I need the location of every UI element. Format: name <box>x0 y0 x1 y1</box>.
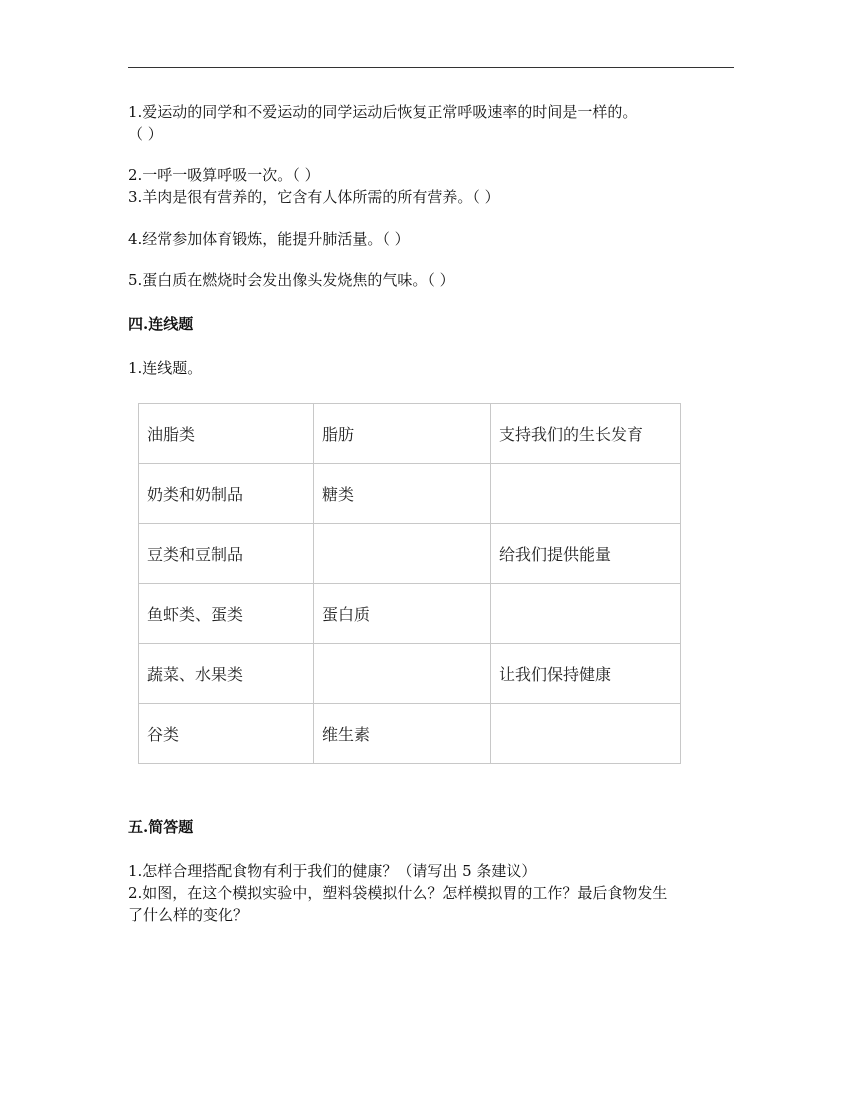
judgment-q2: 2.一呼一吸算呼吸一次。（ ） <box>128 166 320 184</box>
judgment-q1-line1: 1.爱运动的同学和不爱运动的同学运动后恢复正常呼吸速率的时间是一样的。 <box>128 103 638 121</box>
matching-table <box>138 403 681 764</box>
judgment-q3: 3.羊肉是很有营养的，它含有人体所需的所有营养。（ ） <box>128 188 500 206</box>
judgment-q5: 5.蛋白质在燃烧时会发出像头发烧焦的气味。（ ） <box>128 271 455 289</box>
table-cell: 糖类 <box>314 464 491 524</box>
table-cell: 蔬菜、水果类 <box>139 644 314 704</box>
table-cell: 鱼虾类、蛋类 <box>139 584 314 644</box>
judgment-q1-line2: （ ） <box>128 125 163 143</box>
section-4-q1: 1.连线题。 <box>128 359 203 377</box>
table-cell <box>314 644 491 704</box>
table-cell: 给我们提供能量 <box>491 524 681 584</box>
table-cell: 维生素 <box>314 704 491 764</box>
section-4-heading: 四.连线题 <box>128 315 194 333</box>
table-row <box>139 404 681 464</box>
section-5-q2-line2: 了什么样的变化？ <box>128 906 249 924</box>
table-row <box>139 584 681 644</box>
section-5-q2-line1: 2.如图，在这个模拟实验中，塑料袋模拟什么？怎样模拟胃的工作？最后食物发生 <box>128 884 668 902</box>
table-row <box>139 524 681 584</box>
table-cell: 奶类和奶制品 <box>139 464 314 524</box>
section-5-q1: 1.怎样合理搭配食物有利于我们的健康？（请写出 5 条建议） <box>128 862 537 880</box>
judgment-q4: 4.经常参加体育锻炼，能提升肺活量。（ ） <box>128 230 410 248</box>
table-cell <box>491 584 681 644</box>
header-rule <box>128 67 734 68</box>
table-cell: 油脂类 <box>139 404 314 464</box>
table-row <box>139 464 681 524</box>
table-cell: 谷类 <box>139 704 314 764</box>
table-cell <box>491 464 681 524</box>
table-cell: 让我们保持健康 <box>491 644 681 704</box>
table-cell: 蛋白质 <box>314 584 491 644</box>
section-5-heading: 五.简答题 <box>128 818 194 836</box>
table-cell: 脂肪 <box>314 404 491 464</box>
table-row <box>139 644 681 704</box>
table-cell <box>314 524 491 584</box>
table-cell <box>491 704 681 764</box>
table-cell: 支持我们的生长发育 <box>491 404 681 464</box>
table-row <box>139 704 681 764</box>
table-cell: 豆类和豆制品 <box>139 524 314 584</box>
